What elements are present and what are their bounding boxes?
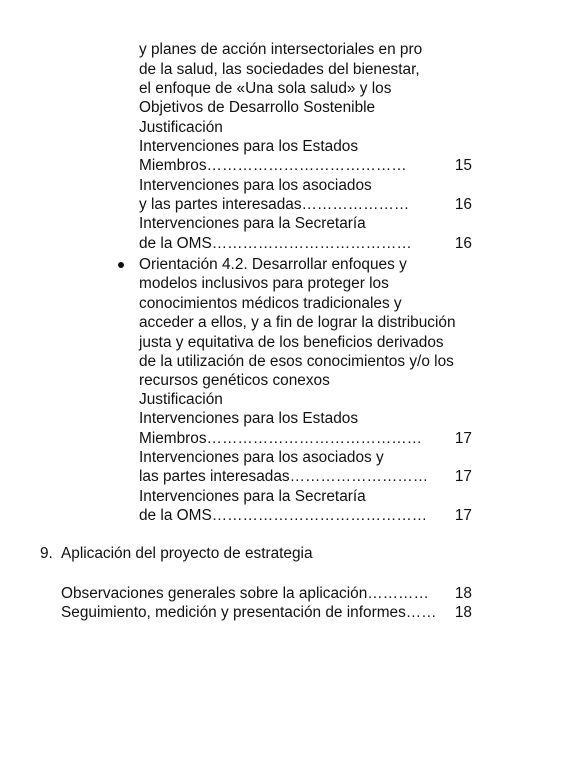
toc-page-number: 16 [454, 196, 472, 213]
toc-heading-line: modelos inclusivos para proteger los [139, 275, 389, 292]
toc-page-number: 17 [454, 430, 472, 447]
toc-entry-text: Intervenciones para los Estados [139, 410, 359, 427]
toc-entry-leader: Miembros………………………………… [139, 157, 407, 174]
toc-entry-leader: de la OMS………………………………… [139, 235, 412, 252]
toc-entry-leader: y las partes interesadas………………… [139, 196, 410, 213]
toc-heading-line: conocimientos médicos tradicionales y [139, 295, 402, 312]
toc-text-line: Objetivos de Desarrollo Sostenible [139, 99, 376, 116]
toc-entry-text: Intervenciones para los asociados [139, 177, 372, 194]
toc-entry-text: Intervenciones para la Secretaría [139, 215, 366, 232]
toc-entry-text: Intervenciones para los Estados [139, 138, 359, 155]
section-title: Aplicación del proyecto de estrategia [61, 545, 313, 562]
toc-entry-leader: Miembros…………………………………… [139, 430, 423, 447]
toc-page-number: 16 [454, 235, 472, 252]
toc-heading-line: de la utilización de esos conocimientos y/o los [139, 353, 454, 370]
toc-heading-line: justa y equitativa de los beneficios derivados [139, 334, 444, 351]
toc-entry-leader: las partes interesadas……………………… [139, 468, 429, 485]
toc-heading-line: acceder a ellos, y a fin de lograr la distribución [139, 314, 456, 331]
toc-text-line: el enfoque de «Una sola salud» y los [139, 80, 392, 97]
toc-entry-leader: Observaciones generales sobre la aplicación………… [61, 585, 429, 602]
toc-entry-leader: Seguimiento, medición y presentación de informes…… [61, 604, 437, 621]
toc-page-number: 17 [454, 507, 472, 524]
toc-entry-text: Intervenciones para los asociados y [139, 449, 384, 466]
toc-justification: Justificación [139, 119, 223, 136]
toc-page-number: 15 [454, 157, 472, 174]
toc-heading-line: Orientación 4.2. Desarrollar enfoques y [139, 256, 407, 273]
toc-page-number: 18 [454, 604, 472, 621]
toc-entry-text: Intervenciones para la Secretaría [139, 488, 366, 505]
toc-page-number: 18 [454, 585, 472, 602]
toc-page-number: 17 [454, 468, 472, 485]
toc-entry-leader: de la OMS…………………………………… [139, 507, 428, 524]
bullet-icon [118, 262, 124, 268]
section-number: 9. [40, 545, 53, 562]
toc-heading-line: recursos genéticos conexos [139, 372, 330, 389]
toc-text-line: y planes de acción intersectoriales en pro [139, 41, 423, 58]
toc-justification: Justificación [139, 391, 223, 408]
toc-text-line: de la salud, las sociedades del bienestar, [139, 61, 420, 78]
